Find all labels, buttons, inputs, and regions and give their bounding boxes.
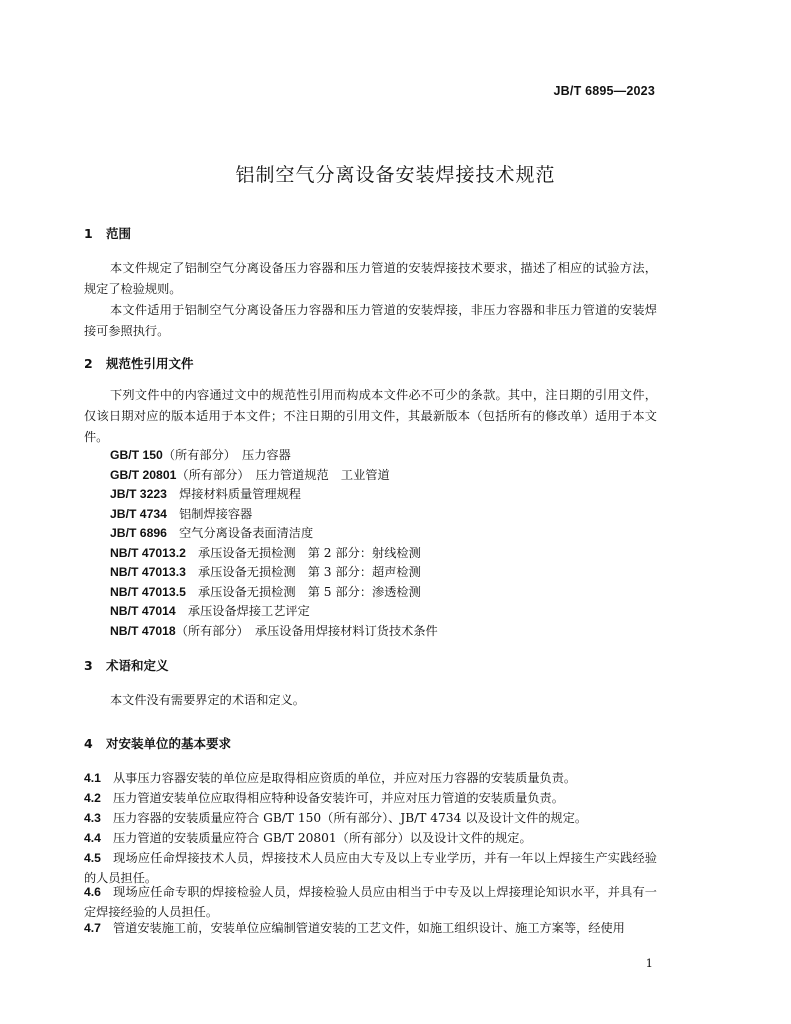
clause-number: 4.1 bbox=[84, 771, 101, 785]
standard-number: JB/T 6895—2023 bbox=[553, 84, 655, 98]
section-number: 2 bbox=[84, 356, 93, 371]
reference-title: 铝制焊接容器 bbox=[166, 506, 253, 521]
reference-title: 承压设备焊接工艺评定 bbox=[175, 604, 310, 618]
clause-text: 管道安装施工前，安装单位应编制管道安装的工艺文件，如施工组织设计、施工方案等，经使用 bbox=[112, 921, 625, 935]
reference-title: 承压设备无损检测 第 2 部分：射线检测 bbox=[185, 545, 421, 560]
clause-4-1 bbox=[84, 768, 657, 788]
reference-title: （所有部分） 承压设备用焊接材料订货技术条件 bbox=[175, 623, 438, 638]
clause-4-2 bbox=[84, 788, 657, 808]
reference-code: JB/T 4734 bbox=[110, 506, 167, 521]
clause-number: 4.6 bbox=[84, 885, 101, 899]
reference-title: 承压设备无损检测 第 5 部分：渗透检测 bbox=[185, 584, 421, 599]
clause-4-6 bbox=[84, 882, 657, 922]
section-title: 对安装单位的基本要求 bbox=[106, 736, 232, 751]
clause-number: 4.4 bbox=[84, 831, 101, 845]
section-title: 术语和定义 bbox=[106, 658, 169, 673]
section-number: 1 bbox=[84, 226, 93, 241]
clause-text: 从事压力容器安装的单位应是取得相应资质的单位，并应对压力容器的安装质量负责。 bbox=[112, 771, 577, 785]
section-number: 4 bbox=[84, 736, 93, 751]
section-2-heading bbox=[84, 354, 194, 372]
section-4-heading bbox=[84, 734, 231, 752]
terms-paragraph: 本文件没有需要界定的术语和定义。 bbox=[110, 693, 305, 707]
clause-number: 4.5 bbox=[84, 851, 101, 865]
reference-title: 焊接材料质量管理规程 bbox=[166, 487, 301, 501]
reference-code: NB/T 47013.2 bbox=[110, 545, 186, 560]
clause-text: 现场应任命专职的焊接检验人员，焊接检验人员应由相当于中专及以上焊接理论知识水平，并具有一定焊接经验的人员担任。 bbox=[84, 885, 657, 919]
reference-code: NB/T 47018 bbox=[110, 623, 176, 638]
clause-number: 4.7 bbox=[84, 921, 101, 935]
section-title: 规范性引用文件 bbox=[106, 356, 194, 371]
clause-number: 4.3 bbox=[84, 811, 101, 825]
reference-item bbox=[110, 485, 438, 505]
reference-title: （所有部分） 压力容器 bbox=[162, 448, 291, 462]
reference-item bbox=[110, 622, 438, 642]
scope-paragraph-1: 本文件规定了铝制空气分离设备压力容器和压力管道的安装焊接技术要求，描述了相应的试验方法，规定了检验规则。 bbox=[84, 261, 657, 296]
reference-item bbox=[110, 505, 438, 525]
reference-item bbox=[110, 524, 438, 544]
reference-item bbox=[110, 563, 438, 583]
reference-item bbox=[110, 466, 438, 486]
clause-4-3 bbox=[84, 808, 657, 828]
reference-code: GB/T 150 bbox=[110, 448, 163, 462]
reference-code: NB/T 47013.3 bbox=[110, 565, 186, 579]
clause-number: 4.2 bbox=[84, 791, 101, 805]
reference-item bbox=[110, 583, 438, 603]
reference-code: GB/T 20801 bbox=[110, 467, 177, 482]
normative-references-intro: 下列文件中的内容通过文中的规范性引用而构成本文件必不可少的条款。其中，注日期的引用文件，仅该日期对应的版本适用于本文件；不注日期的引用文件，其最新版本（包括所有的修改单）适用于本文件。 bbox=[84, 388, 657, 444]
reference-title: 承压设备无损检测 第 3 部分：超声检测 bbox=[185, 565, 421, 579]
reference-list bbox=[110, 446, 438, 641]
section-3-heading bbox=[84, 656, 169, 674]
reference-title: 空气分离设备表面清洁度 bbox=[166, 526, 314, 540]
clause-text: 压力管道安装单位应取得相应特种设备安装许可，并应对压力管道的安装质量负责。 bbox=[112, 791, 564, 805]
section-1-heading bbox=[84, 224, 131, 242]
reference-item bbox=[110, 544, 438, 564]
reference-code: JB/T 6896 bbox=[110, 526, 167, 540]
reference-title: （所有部分） 压力管道规范 工业管道 bbox=[176, 467, 390, 482]
scope-paragraph-2: 本文件适用于铝制空气分离设备压力容器和压力管道的安装焊接，非压力容器和非压力管道的安装焊接可参照执行。 bbox=[84, 303, 657, 338]
clause-4-4 bbox=[84, 828, 657, 848]
reference-code: NB/T 47014 bbox=[110, 604, 176, 618]
reference-item bbox=[110, 446, 438, 466]
section-number: 3 bbox=[84, 658, 93, 673]
reference-code: NB/T 47013.5 bbox=[110, 584, 186, 599]
clause-text: 压力容器的安装质量应符合 GB/T 150（所有部分）、JB/T 4734 以及设计文件的规定。 bbox=[112, 811, 588, 825]
clause-text: 现场应任命焊接技术人员，焊接技术人员应由大专及以上专业学历，并有一年以上焊接生产实践经验的人员担任。 bbox=[84, 851, 657, 885]
clause-4-7 bbox=[84, 918, 657, 938]
section-title: 范围 bbox=[106, 226, 132, 241]
page-number: 1 bbox=[645, 956, 653, 970]
reference-item bbox=[110, 602, 438, 622]
reference-code: JB/T 3223 bbox=[110, 487, 167, 501]
clause-text: 压力管道的安装质量应符合 GB/T 20801（所有部分）以及设计文件的规定。 bbox=[112, 831, 532, 845]
document-title: 铝制空气分离设备安装焊接技术规范 bbox=[235, 164, 556, 186]
